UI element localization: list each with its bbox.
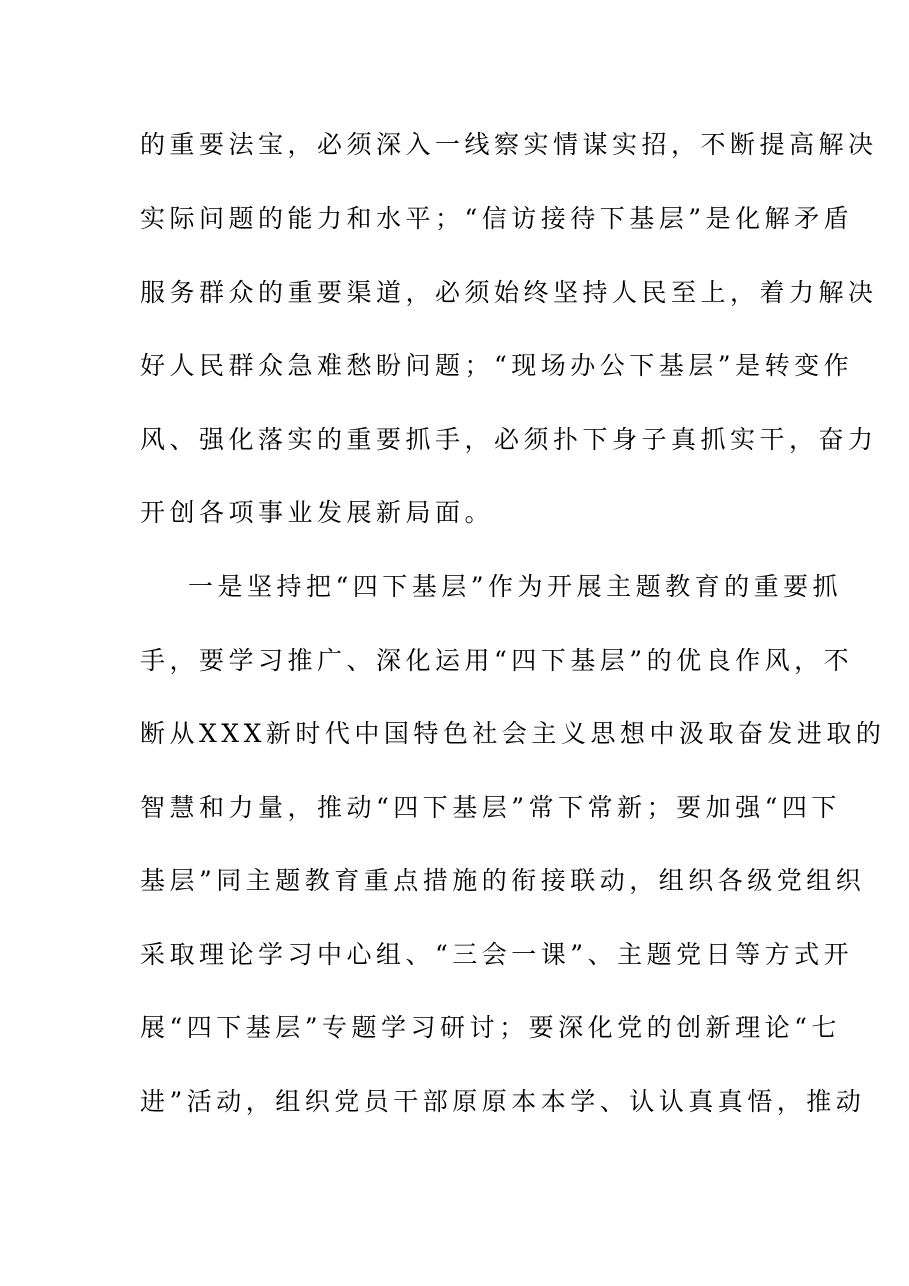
paragraph-line: 断从XXX新时代中国特色社会主义思想中汲取奋发进取的 [140, 719, 886, 748]
paragraph-line: 展“四下基层”专题学习研讨；要深化党的创新理论“七 [140, 1013, 841, 1042]
paragraph-line: 服务群众的重要渠道，必须始终坚持人民至上，着力解决 [140, 278, 878, 307]
paragraph-line: 手，要学习推广、深化运用“四下基层”的优良作风，不 [140, 646, 854, 675]
paragraph-line: 智慧和力量，推动“四下基层”常下常新；要加强“四下 [140, 793, 841, 822]
paragraph-line: 的重要法宝，必须深入一线察实情谋实招，不断提高解决 [140, 130, 878, 159]
paragraph-line: 好人民群众急难愁盼问题；“现场办公下基层”是转变作 [140, 351, 854, 380]
paragraph-line: 一是坚持把“四下基层”作为开展主题教育的重要抓 [188, 572, 843, 601]
paragraph-line: 进”活动，组织党员干部原原本本学、认认真真悟，推动 [140, 1087, 866, 1116]
paragraph-line: 风、强化落实的重要抓手，必须扑下身子真抓实干，奋力 [140, 425, 878, 454]
paragraph-line: 基层”同主题教育重点措施的衔接联动，组织各级党组织 [140, 866, 866, 895]
paragraph-line: 开创各项事业发展新局面。 [140, 498, 495, 527]
paragraph-line: 采取理论学习中心组、“三会一课”、主题党日等方式开 [140, 940, 854, 969]
paragraph-line: 实际问题的能力和水平；“信访接待下基层”是化解矛盾 [140, 204, 854, 233]
